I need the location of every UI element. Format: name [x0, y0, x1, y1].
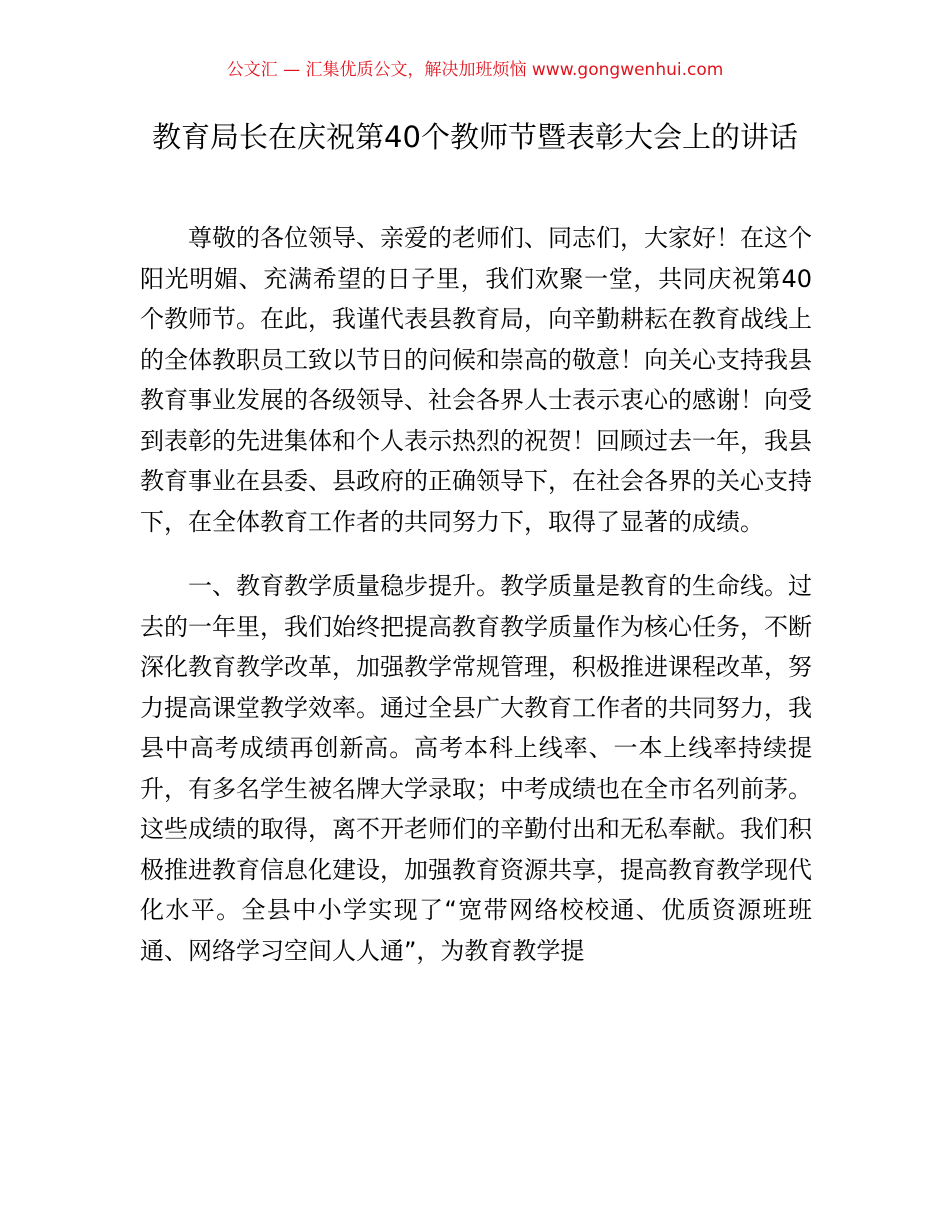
paragraph-section-one: 一、教育教学质量稳步提升。教学质量是教育的生命线。过去的一年里，我们始终把提高教育教学质量作为核心任务，不断深化教育教学改革，加强教学常规管理，积极推进课程改革，努力提高课堂教学效率。通过全县广大教育工作者的共同努力，我县中高考成绩再创新高。高考本科上线率、一本上线率持续提升，有多名学生被名牌大学录取；中考成绩也在全市名列前茅。这些成绩的取得，离不开老师们的辛勤付出和无私奉献。我们积极推进教育信息化建设，加强教育资源共享，提高教育教学现代化水平。全县中小学实现了“宽带网络校校通、优质资源班班通、网络学习空间人人通”，为教育教学提 — [140, 572, 812, 965]
document-body — [140, 218, 812, 971]
document-title: 教育局长在庆祝第40个教师节暨表彰大会上的讲话 — [152, 120, 798, 154]
website-banner[interactable]: 公文汇 — 汇集优质公文，解决加班烦恼 www.gongwenhui.com — [226, 60, 724, 80]
paragraph-opening: 尊敬的各位领导、亲爱的老师们、同志们，大家好！在这个阳光明媚、充满希望的日子里，我们欢聚一堂，共同庆祝第40个教师节。在此，我谨代表县教育局，向辛勤耕耘在教育战线上的全体教职员工致以节日的问候和崇高的敬意！向关心支持我县教育事业发展的各级领导、社会各界人士表示衷心的感谢！向受到表彰的先进集体和个人表示热烈的祝贺！回顾过去一年，我县教育事业在县委、县政府的正确领导下，在社会各界的关心支持下，在全体教育工作者的共同努力下，取得了显著的成绩。 — [140, 224, 812, 536]
